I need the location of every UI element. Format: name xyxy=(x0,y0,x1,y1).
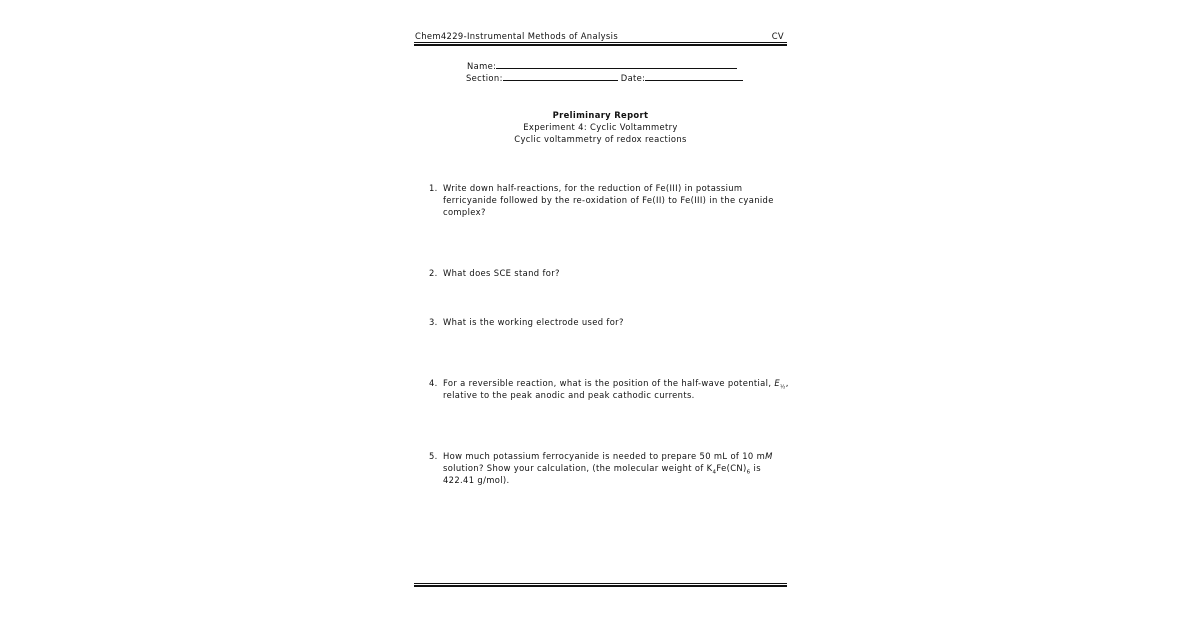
date-blank[interactable] xyxy=(645,72,743,81)
report-titles xyxy=(414,109,787,145)
question-2 xyxy=(429,267,789,279)
question-number: 5. xyxy=(429,451,438,461)
question-text: What is the working electrode used for? xyxy=(443,317,624,327)
formula-subscript: 6 xyxy=(746,469,751,476)
section-blank[interactable] xyxy=(503,72,618,81)
date-label: Date: xyxy=(620,73,646,83)
footer-rule xyxy=(414,583,787,587)
question-text-part: How much potassium ferrocyanide is needed to prepare 50 mL of 10 m xyxy=(443,451,766,461)
experiment-code: CV xyxy=(771,31,784,41)
experiment-subtitle: Cyclic voltammetry of redox reactions xyxy=(514,134,687,144)
molar-unit: M xyxy=(765,451,773,461)
potential-subscript: ½ xyxy=(780,384,786,391)
experiment-title: Experiment 4: Cyclic Voltammetry xyxy=(523,122,678,132)
name-field xyxy=(467,60,737,71)
formula-subscript: 4 xyxy=(712,469,717,476)
header-rule xyxy=(414,42,787,46)
question-5 xyxy=(429,450,789,486)
formula-part: Fe(CN) xyxy=(716,463,747,473)
question-number: 3. xyxy=(429,317,438,327)
question-text: Write down half-reactions, for the reduction of Fe(III) in potassium ferricyanide followed by the re-oxidation of Fe(II) to Fe(III) in the cyanide complex? xyxy=(443,183,774,217)
question-text xyxy=(443,450,789,486)
question-number: 1. xyxy=(429,183,438,193)
question-text-part: is 422.41 g/mol). xyxy=(443,463,761,485)
question-text: What does SCE stand for? xyxy=(443,268,560,278)
name-label: Name: xyxy=(467,61,497,71)
question-text xyxy=(443,377,789,401)
section-label: Section: xyxy=(466,73,503,83)
section-date-field xyxy=(466,72,743,83)
question-text-part: solution? Show your calculation, (the molecular weight of K xyxy=(443,463,713,473)
question-3 xyxy=(429,316,789,328)
course-title: Chem4229-Instrumental Methods of Analysis xyxy=(415,31,619,41)
question-text-part: For a reversible reaction, what is the position of the half-wave potential, xyxy=(443,378,775,388)
document-page xyxy=(414,0,787,627)
question-number: 2. xyxy=(429,268,438,278)
question-1 xyxy=(429,182,789,218)
potential-symbol: E xyxy=(774,378,781,388)
report-title: Preliminary Report xyxy=(552,110,649,120)
question-text-part: , relative to the peak anodic and peak cathodic currents. xyxy=(443,378,789,400)
question-4 xyxy=(429,377,789,401)
question-number: 4. xyxy=(429,378,438,388)
name-blank[interactable] xyxy=(496,60,737,69)
